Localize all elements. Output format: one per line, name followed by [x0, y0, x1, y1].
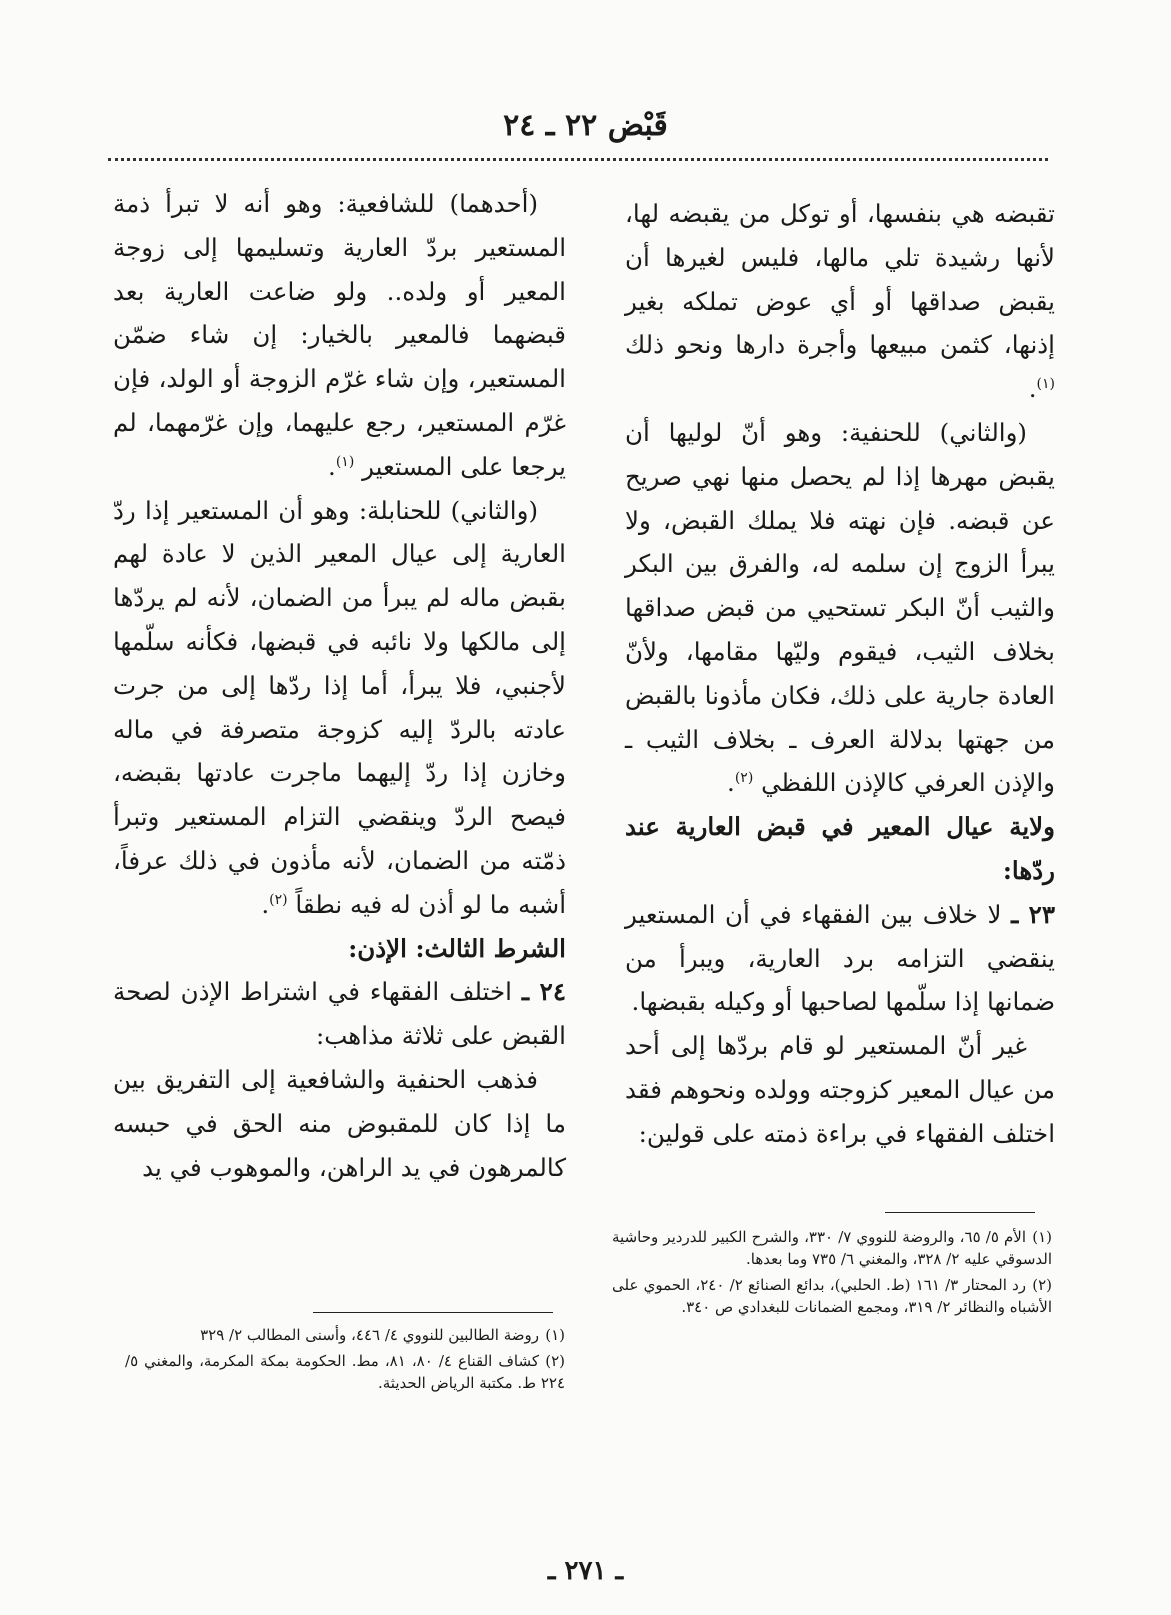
footnote-item: (٢)رد المحتار ٣/ ١٦١ (ط. الحلبي)، بدائع الصنائع ٢/ ٢٤٠، الحموي على الأشباه والنظائر ٢/ ٣١٩، ومجمع الضمانات للبغدادي ص ٣٤٠.: [612, 1276, 1052, 1316]
right-footnote-rule: [885, 1212, 1035, 1213]
page-header: [0, 108, 1171, 143]
footnote-item: (٢)كشاف القناع ٤/ ٨٠، ٨١، مط. الحكومة بمكة المكرمة، والمغني ٥/ ٢٢٤ ط. مكتبة الرياض الحديثة.: [125, 1352, 566, 1392]
footnote-ref: (١): [1036, 376, 1055, 393]
right-paragraph-3: ٢٣ ـ لا خلاف بين الفقهاء في أن المستعير ينقضي التزامه برد العارية، ويبرأ من ضمانها إذا سلّمها لصاحبها أو وكيله بقبضها.: [625, 899, 1055, 1017]
footnote-item: (١)الأم ٥/ ٦٥، والروضة للنووي ٧/ ٣٣٠، والشرح الكبير للدردير وحاشية الدسوقي عليه ٢/ ٣٢٨، والمغني ٦/ ٧٣٥ وما بعدها.: [612, 1228, 1052, 1268]
section-heading-condition-3: الشرط الثالث: الإذن:: [348, 933, 566, 963]
right-column: [625, 192, 1055, 1156]
left-footnotes: [125, 1324, 565, 1398]
left-footnote-rule: [313, 1312, 553, 1313]
header-dotted-rule: [108, 158, 1048, 161]
footnote-ref: (٢): [734, 770, 754, 787]
right-paragraph-4: غير أنّ المستعير لو قام بردّها إلى أحد من عيال المعير كزوجته وولده ونحوهم فقد اختلف الفقهاء في براءة ذمته على قولين:: [625, 1031, 1055, 1148]
right-paragraph-2: (والثاني) للحنفية: وهو أنّ لوليها أن يقبض مهرها إذا لم يحصل منها نهي صريح عن قبضه. فإن نهته فلا يملك القبض، ولا يبرأ الزوج إن سلمه له، والفرق بين البكر والثيب أنّ البكر تستحيي من قبض صداقها بخلاف الثيب، فيقوم وليّها مقامها، ولأنّ العادة جارية على ذلك، فكان مأذونا بالقبض من جهتها بدلالة العرف ـ بخلاف الثيب ـ والإذن العرفي كالإذن اللفظي $^{(٢)}$.: [625, 417, 1055, 798]
left-paragraph-2: (والثاني) للحنابلة: وهو أن المستعير إذا ردّ العارية إلى عيال المعير الذين لا عادة لهم بقبض ماله لم يبرأ من الضمان، لأنه لم يردّها إلى مالكها ولا نائبه في قبضها، فكأنه سلّمها لأجنبي، فلا يبرأ، أما إذا ردّها إلى من جرت عادته بالردّ إليه كزوجة متصرفة في ماله وخازن إذا ردّ إليهما ماجرت عادتها بقبضه، فيصح الردّ وينقضي التزام المستعير وتبرأ ذمّته من الضمان، لأنه مأذون في ذلك عرفاً، أشبه ما لو أذن له فيه نطقاً $^{(٢)}$.: [113, 495, 566, 919]
left-paragraph-3: ٢٤ ـ اختلف الفقهاء في اشتراط الإذن لصحة القبض على ثلاثة مذاهب:: [113, 977, 566, 1051]
left-column: [113, 182, 566, 1189]
section-heading-guardianship: ولاية عيال المعير في قبض العارية عند ردّها:: [625, 812, 1055, 885]
header-title: قَبْض ٢٢ ـ ٢٤: [503, 108, 668, 143]
footnote-ref: (٢): [269, 891, 288, 908]
right-paragraph-1: تقبضه هي بنفسها، أو توكل من يقبضه لها، لأنها رشيدة تلي مالها، فليس لغيرها أن يقبض صداقها أو أي عوض تملكه بغير إذنها، كثمن مبيعها وأجرة دارها ونحو ذلك $^{(١)}$.: [625, 199, 1055, 404]
footnote-item: (١)روضة الطالبين للنووي ٤/ ٤٤٦، وأسنى المطالب ٢/ ٣٢٩: [200, 1326, 565, 1344]
right-footnotes: [612, 1226, 1052, 1322]
page-number: ـ ٢٧١ ـ: [547, 1556, 624, 1586]
footnote-ref: (١): [335, 453, 355, 470]
left-paragraph-1: (أحدهما) للشافعية: وهو أنه لا تبرأ ذمة المستعير بردّ العارية وتسليمها إلى زوجة المعير أو ولده.. ولو ضاعت العارية بعد قبضهما فالمعير بالخيار: إن شاء ضمّن المستعير، وإن شاء غرّم الزوجة أو الولد، فإن غرّم المستعير، رجع عليهما، وإن غرّمهما، لم يرجعا على المستعير $^{(١)}$.: [113, 189, 566, 481]
section-number-23: ٢٣ ـ: [1011, 899, 1055, 929]
section-number-24: ٢٤ ـ: [521, 977, 566, 1007]
left-paragraph-4: فذهب الحنفية والشافعية إلى التفريق بين ما إذا كان للمقبوض منه الحق في حبسه كالمرهون في يد الراهن، والموهوب في يد: [113, 1064, 566, 1182]
